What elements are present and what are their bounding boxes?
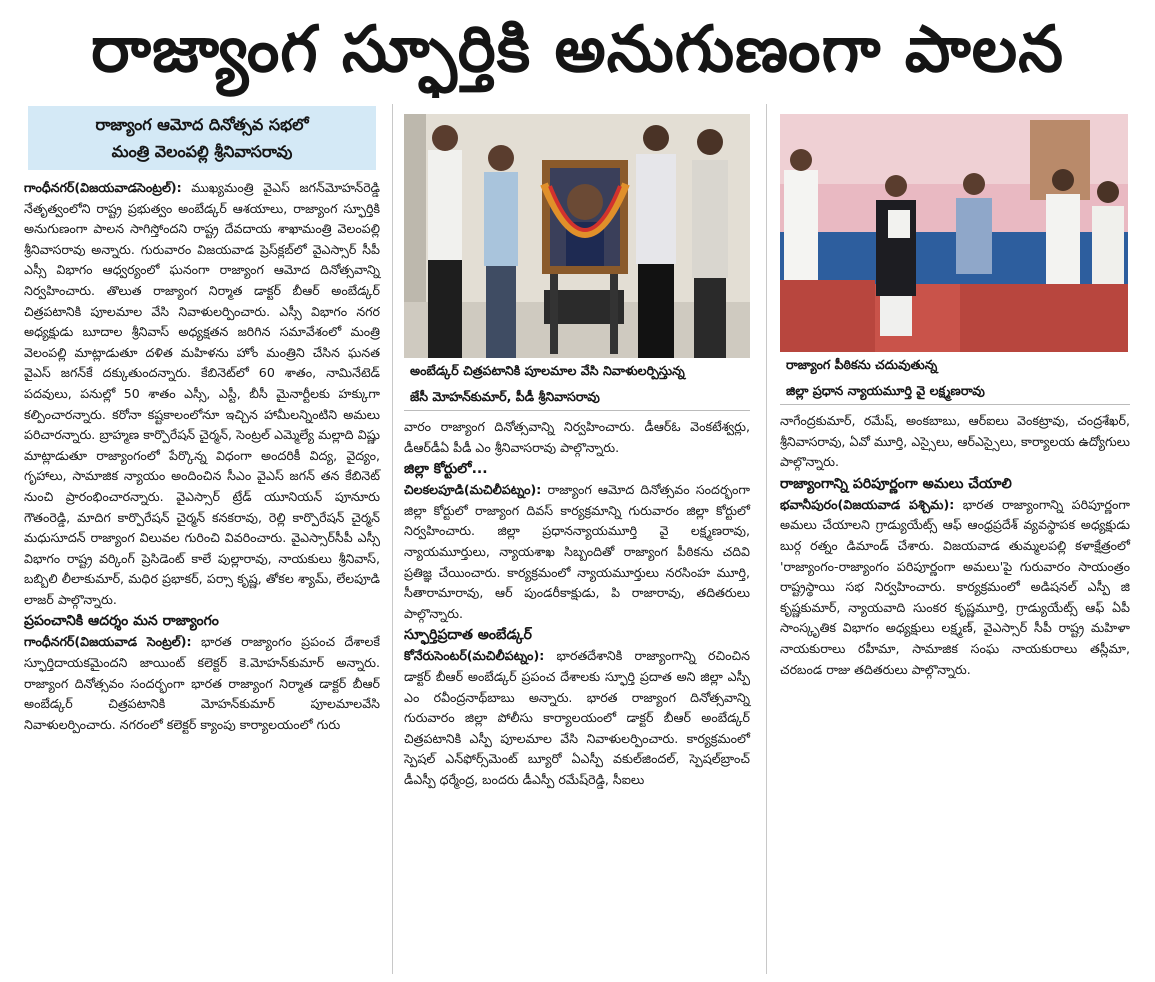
section-title: స్ఫూర్తిప్రదాత అంబేడ్కర్	[404, 627, 532, 644]
caption-line-2: జిల్లా ప్రధాన న్యాయమూర్తి వై లక్ష్మణరావు	[786, 383, 985, 398]
article-body-continued: వారం రాజ్యాంగ దినోత్సవాన్ని నిర్వహించారు. డీఆర్‌ఓ వెంకటేశ్వర్లు, డీఆర్‌డీఏ పీడీ ఎం శ్రీనివాసరావు పాల్గొన్నారు.	[404, 419, 750, 455]
section-body	[24, 632, 380, 735]
body-text: భారతదేశానికి రాజ్యాంగాన్ని రచించిన డాక్టర్ బీఆర్ అంబేడ్కర్ ప్రపంచ దేశాలకు స్ఫూర్తి ప్రదాత అని జిల్లా ఎస్పీ ఎం రవీంద్రనాథ్‌బాబు అన్నారు. భారత రాజ్యాంగ దినోత్సవాన్ని గురువారం జిల్లా పోలీసు కార్యాలయంలో డాక్టర్ బీఆర్ అంబేడ్కర్ చిత్రపటానికి ఎస్పీ పూలమాల వేసి నివాళులర్పించారు. కార్యక్రమంలో స్పెషల్ ఎన్‌ఫోర్స్‌మెంట్ బ్యూరో ఏఎస్పీ వకుల్‌జిందల్, స్పెషల్‌బ్రాంచ్ డీఎస్పీ ధర్మేంద్ర, బందరు డీఎస్పీ రమేష్‌రెడ్డి, సీఐలు	[404, 648, 750, 787]
caption-line-2: జేసీ మోహన్‌కుమార్, పీడీ శ్రీనివాసరావు	[410, 389, 600, 404]
section-body	[780, 495, 1130, 680]
article-body-continued: నాగేంద్రకుమార్, రమేష్, అంకబాబు, ఆర్‌ఐలు వెంకట్రావు, చంద్రశేఖర్, శ్రీనివాసరావు, ఏవో మూర్తి, ఎస్సైలు, ఆర్‌ఎస్సైలు, కార్యాలయ ఉద్యోగులు పాల్గొన్నారు.	[780, 413, 1130, 470]
dateline: చిలకలపూడి(మచిలీపట్నం):	[404, 482, 542, 498]
caption-line-1: అంబేడ్కర్ చిత్రపటానికి పూలమాల వేసి నివాళులర్పిస్తున్న	[410, 363, 685, 378]
photo-caption	[780, 352, 1130, 405]
dateline: గాంధీనగర్(విజయవాడసెంట్రల్):	[24, 180, 182, 195]
dateline: కోనేరుసెంటర్(మచిలీపట్నం):	[404, 648, 545, 664]
body-text: భారత రాజ్యాంగం ప్రపంచ దేశాలకే స్ఫూర్తిదాయకమైందని జాయింట్ కలెక్టర్ కె.మోహన్‌కుమార్ అన్నారు. రాజ్యాంగ దినోత్సవం సందర్భంగా భారత రాజ్యాంగ నిర్మాత డాక్టర్ బీఆర్ అంబేడ్కర్ చిత్రపటానికి మోహన్‌కుమార్ పూలమాలవేసి నివాళులర్పించారు. నగరంలో కలెక్టర్ క్యాంపు కార్యాలయంలో గురు	[24, 634, 380, 732]
column-divider	[766, 104, 767, 974]
column-divider	[392, 104, 393, 974]
headline: రాజ్యాంగ స్ఫూర్తికి అనుగుణంగా పాలన	[91, 13, 1064, 87]
subhead-line-1: రాజ్యాంగ ఆమోద దినోత్సవ సభలో	[95, 115, 309, 134]
body-text: రాజ్యాంగ ఆమోద దినోత్సవం సందర్భంగా జిల్లా కోర్టులో రాజ్యాంగ దివస్ కార్యక్రమాన్ని గురువారం జిల్లా కోర్టులో నిర్వహించారు. జిల్లా ప్రధానన్యాయమూర్తి వై లక్ష్మణరావు, న్యాయమూర్తులు, న్యాయశాఖ సిబ్బందితో రాజ్యాంగ పీఠికను చదివి ప్రతిజ్ఞ చేయించారు. కార్యక్రమంలో న్యాయమూర్తులు నరసింహ మూర్తి, సీతారామారావు, ఆర్ పుండరీకాక్షుడు, పి రాజారావు, తదితరులు పాల్గొన్నారు.	[404, 482, 750, 621]
body-text: ముఖ్యమంత్రి వైఎస్ జగన్‌మోహన్‌రెడ్డి నేతృత్వంలోని రాష్ట్ర ప్రభుత్వం అంబేడ్కర్ ఆశయాలు, రాజ్యాంగ స్ఫూర్తికి అనుగుణంగా పాలన సాగిస్తోందని రాష్ట్ర దేవదాయ శాఖామంత్రి వెలంపల్లి శ్రీనివాసరావు అన్నారు. గురువారం విజయవాడ ప్రెస్‌క్లబ్‌లో వైఎస్సార్ సీపీ ఎస్సీ విభాగం ఆధ్వర్యంలో ఘనంగా రాజ్యాంగ ఆమోద దినోత్సవాన్ని నిర్వహించారు. తొలుత రాజ్యాంగ నిర్మాత డాక్టర్ బీఆర్ అంబేడ్కర్ చిత్రపటానికి పూలమాల వేసి నివాళులర్పించారు. ఎస్సీ విభాగం నగర అధ్యక్షుడు బూదాల శ్రీనివాస్ అధ్యక్షతన జరిగిన సమావేశంలో మంత్రి వెలంపల్లి మాట్లాడుతూ దళిత మహిళను హోం మంత్రిని చేసిన ఘనత వైఎస్ జగన్‌కే దక్కుతుందన్నారు. కేబినెట్‌లో 60 శాతం, నామినేటెడ్ పదవులు, పనుల్లో 50 శాతం ఎస్సీ, ఎస్టీ, బీసీ మైనార్టీలకు హక్కుగా కల్పించారన్నారు. కరోనా కష్టకాలంలోనూ ఇచ్చిన హామీలన్నింటిని అమలు పరిచారన్నారు. బ్రాహ్మణ కార్పొరేషన్ చైర్మన్, సెంట్రల్ ఎమ్మెల్యే మల్లాది విష్ణు మాట్లాడుతూ రాజ్యాంగంలో పేర్కొన్న విధంగా అందరికీ విద్య, వైద్యం, గృహాలు, సామాజిక న్యాయం అందించిన సీఎం వైఎస్ జగన్ తన కేబినెట్ నుంచి ప్రారంభించారన్నారు. వైఎస్సార్ ట్రేడ్ యూనియన్ పూనూరు గౌతంరెడ్డి, మాదిగ కార్పొరేషన్ చైర్మన్ కనకరావు, రెల్లి కార్పొరేషన్ చైర్మన్ మధుసూదన్ రాజ్యాంగ విలువల గురించి వివరించారు. వైఎస్సార్‌సీపీ ఎస్సీ విభాగం రాష్ట్ర వర్కింగ్ ప్రెసిడెంట్ కాలే పుల్లారావు, నాయకులు శ్రీనివాస్, బబ్బిలి లీలాకుమార్, మధిర ప్రభాకర్, పర్సా కృష్ణ, తోకల శ్యామ్, లేలపూడి లాజర్ పాల్గొన్నారు.	[24, 180, 380, 607]
section-title: జిల్లా కోర్టులో...	[404, 461, 488, 478]
article-column-1	[24, 104, 380, 735]
dateline: గాంధీనగర్(విజయవాడ సెంట్రల్):	[24, 634, 192, 650]
section-title: ప్రపంచానికి ఆదర్శం మన రాజ్యాంగం	[24, 613, 219, 630]
section-body	[404, 480, 750, 624]
photo-garlanding-image	[404, 114, 750, 358]
body-text: భారత రాజ్యాంగాన్ని పరిపూర్ణంగా అమలు చేయాలని గ్రాడ్యుయేట్స్ ఆఫ్ ఆంధ్రప్రదేశ్ వ్యవస్థాపక అధ్యక్షుడు బుర్గ రత్నం డిమాండ్ చేశారు. విజయవాడ తుమ్మలపల్లి కళాక్షేత్రంలో 'రాజ్యాంగం-రాజ్యాంగం పరిపూర్ణంగా అమలు'పై గురువారం సాయంత్రం రాష్ట్రస్థాయి సభ నిర్వహించారు. కార్యక్రమంలో అడిషనల్ ఎస్పీ జి కృష్ణకుమార్, న్యాయవాది సుంకర కృష్ణమూర్తి, గ్రాడ్యుయేట్స్ ఆఫ్ ఏపీ సాంస్కృతిక విభాగం అధ్యక్షులు లక్ష్మణ్, వైఎస్సార్ సీపీ రాష్ట్ర మహిళా నాయకురాలు రహీమా, సామాజిక సంఘ నాయకురాలు తస్లీమా, చరబండ రాజు తదితరులు పాల్గొన్నారు.	[780, 496, 1130, 677]
section-body	[404, 646, 750, 790]
article-column-3	[780, 104, 1130, 680]
photo-preamble-reading	[780, 114, 1128, 352]
photo-caption	[404, 358, 750, 411]
section-title: రాజ్యాంగాన్ని పరిపూర్ణంగా అమలు చేయాలి	[780, 475, 1012, 492]
article-body	[24, 178, 380, 610]
article-subheading	[28, 106, 376, 170]
photo-preamble-image	[780, 114, 1128, 352]
photo-garlanding	[404, 114, 750, 358]
dateline: భవానీపురం(విజయవాడ పశ్చిమ):	[780, 496, 955, 512]
subhead-line-2: మంత్రి వెలంపల్లి శ్రీనివాసరావు	[111, 142, 293, 161]
article-column-2	[404, 104, 750, 791]
caption-line-1: రాజ్యాంగ పీఠికను చదువుతున్న	[786, 357, 938, 372]
